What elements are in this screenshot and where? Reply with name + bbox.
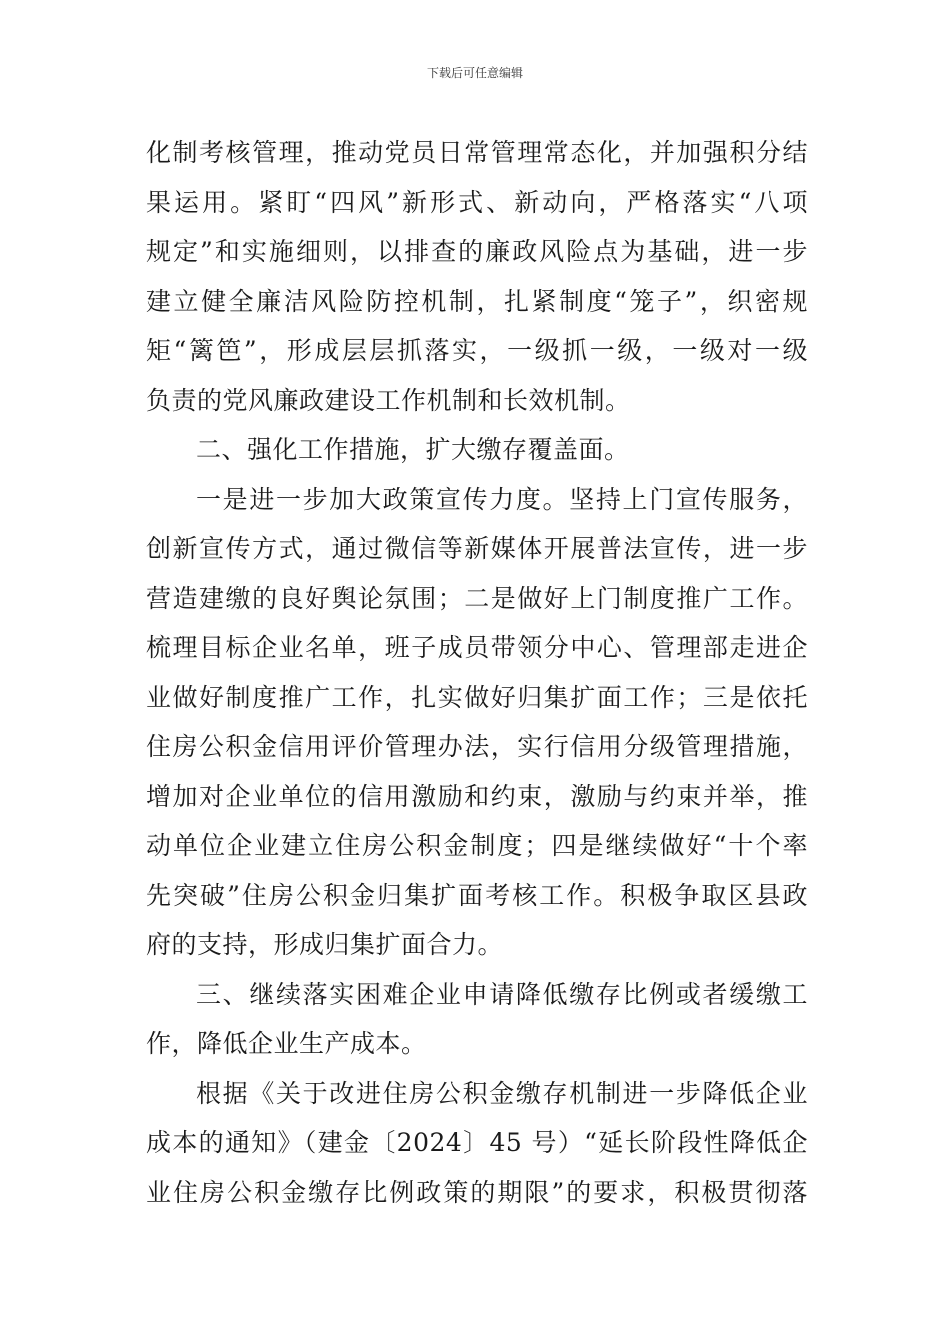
text-line: 建立健全廉洁风险防控机制，扎紧制度“笼子”，织密规 (146, 286, 808, 316)
text-line: 果运用。紧盯“四风”新形式、新动向，严格落实“八项 (146, 187, 808, 217)
text-line: 负责的党风廉政建设工作机制和长效机制。 (146, 385, 631, 415)
text-line: 根据《关于改进住房公积金缴存机制进一步降低企业 (196, 1078, 808, 1108)
text-line: 矩“篱笆”，形成层层抓落实，一级抓一级，一级对一级 (146, 336, 808, 365)
text-line: 营造建缴的良好舆论氛围；二是做好上门制度推广工作。 (146, 583, 808, 613)
text-line: 住房公积金信用评价管理办法，实行信用分级管理措施， (146, 732, 808, 761)
section-heading: 三、继续落实困难企业申请降低缴存比例或者缓缴工 (196, 979, 808, 1009)
text-line: 创新宣传方式，通过微信等新媒体开展普法宣传，进一步 (146, 534, 808, 563)
text-line: 府的支持，形成归集扩面合力。 (146, 930, 504, 959)
text-line: 一是进一步加大政策宣传力度。坚持上门宣传服务， (196, 484, 808, 514)
text-line: 业住房公积金缴存比例政策的期限”的要求，积极贯彻落 (146, 1177, 808, 1207)
text-line: 规定”和实施细则，以排查的廉政风险点为基础，进一步 (146, 237, 808, 266)
text-line: 成本的通知》（建金〔2024〕45 号）“延长阶段性降低企 (146, 1128, 808, 1157)
text-line: 梳理目标企业名单，班子成员带领分中心、管理部走进企 (146, 633, 808, 662)
section-heading: 二、强化工作措施，扩大缴存覆盖面。 (196, 435, 630, 464)
section-heading: 作，降低企业生产成本。 (146, 1029, 427, 1058)
text-line: 增加对企业单位的信用激励和约束，激励与约束并举，推 (146, 781, 808, 811)
text-line: 业做好制度推广工作，扎实做好归集扩面工作；三是依托 (146, 682, 808, 712)
text-line: 动单位企业建立住房公积金制度；四是继续做好“十个率 (146, 831, 808, 860)
page-header: 下载后可任意编辑 (426, 66, 523, 80)
body-text (146, 128, 808, 1217)
text-line: 先突破”住房公积金归集扩面考核工作。积极争取区县政 (146, 880, 808, 910)
text-line: 化制考核管理，推动党员日常管理常态化，并加强积分结 (146, 138, 808, 167)
